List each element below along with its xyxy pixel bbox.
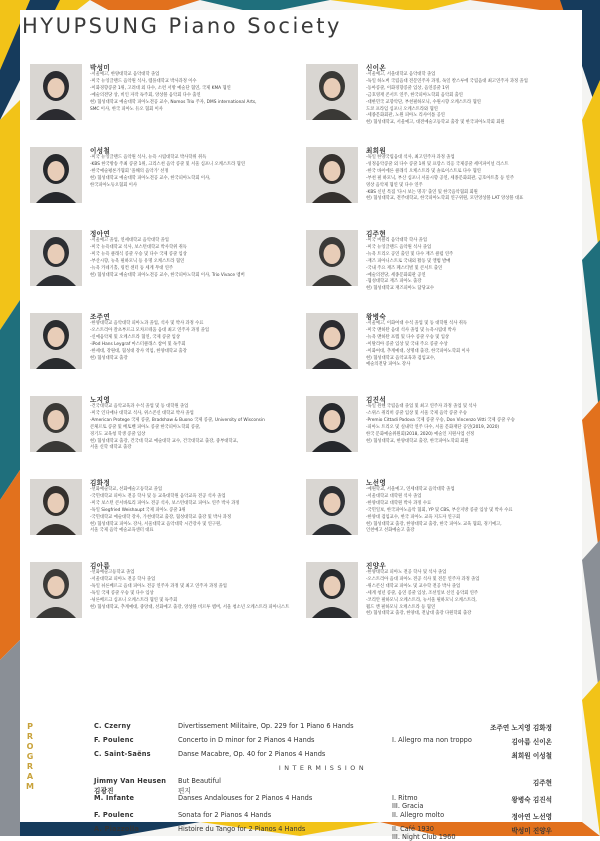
performer-career-list <box>366 155 576 203</box>
career-line: -미국 뉴욕 클래식 콩쿨 우승 및 다수 국제 콩쿨 입상 <box>90 251 187 257</box>
career-line: -예술의전당 상, 비인 자작 독주회, 앙상블 음악회 다수 출연 <box>90 92 201 98</box>
performer-photo <box>30 479 82 535</box>
career-line: 현) 협성대학교 출강 <box>90 355 128 361</box>
composer: M. Infante <box>94 794 135 802</box>
program-label-letter: R <box>26 732 34 741</box>
composer: F. Poulenc <box>94 736 134 744</box>
career-line: 경기도 교육청 학생 콩쿨 입상 <box>90 431 146 437</box>
career-line: -독일 한양국립음대 석사, 최고연주자 과정 졸업 <box>366 155 455 160</box>
program-performers: 최희원 이성철 <box>511 752 552 760</box>
career-line: -American Protege 국제 콩쿨, Bradshaw & Buono 국제 콩쿨, University of Wisconsin <box>90 417 265 423</box>
performer-career-list <box>90 321 300 362</box>
career-line: 현) 협성대학교 피아노 강사, 서울대학교 음악대학 시간강사 및 연구원, <box>90 521 222 527</box>
career-line: 인천예고 선화예술고 출강 <box>366 528 415 534</box>
performer-career-list <box>90 155 300 190</box>
career-line: -부산시향, 뉴욕 필하모닉 등 유명 오케스트라 협연 <box>90 258 185 264</box>
career-line: 현) 협성대학교 음악교육과 겸임교수, <box>366 355 436 361</box>
work-title: Danse Macabre, Op. 40 for 2 Pianos 4 Hands <box>178 750 326 758</box>
performer-name: 이성철 <box>90 147 111 155</box>
career-line: -선화예술고등학교 졸업 <box>90 570 135 575</box>
career-line: -세종문화회관, 노원 피아노 리사이틀 공연 <box>366 113 445 119</box>
program-performers: 왕병숙 김진석 <box>511 796 552 804</box>
career-line: -서울예고 졸업, 연세대학교 음악대학 졸업 <box>90 238 169 243</box>
performer-name: 김진석 <box>366 396 387 404</box>
performer-bio <box>306 311 578 394</box>
career-line: -서울대학교 대학원 석사 졸업 <box>366 493 422 499</box>
performer-photo <box>306 313 358 369</box>
performer-bio <box>30 62 302 145</box>
career-line: -대한민국 교향악단, 부천필하모닉, 수원시향 오케스트라 협연 <box>366 99 481 105</box>
career-line: -스위스 취리히 콩쿨 입상 및 서울 국제 음악 콩쿨 우승 <box>366 410 468 416</box>
career-line: 예술의전당 피아노 강사 <box>366 362 411 368</box>
performer-career-list <box>366 487 576 535</box>
career-line: -미국 뉴잉글랜드 음악원 석사, 뉴욕 시립대학교 박사학위 취득 <box>90 155 207 160</box>
composer: F. Poulenc <box>94 811 134 819</box>
performer-bio <box>306 228 578 311</box>
career-line: -동아콩쿨, 이화경향콩쿨 입상, 음연콩쿨 1위 <box>366 85 450 91</box>
career-line: -성정음악콩쿨 외 다수 콩쿨 1위 및 프랑스 리옹 국제콩쿨 세미파이널 리스트 <box>366 161 509 167</box>
career-line: 현) 협성대학교, 한양대학교 출강, 한국피아노학회 회원 <box>366 438 469 444</box>
performer-bio <box>306 62 578 145</box>
movement: II. Allegro molto <box>392 811 445 819</box>
program-row <box>94 736 552 746</box>
career-line: 월드 앤 필하모닉 오케스트라 등 협연 <box>366 604 436 610</box>
performer-photo <box>30 396 82 452</box>
performer-name: 노지영 <box>90 396 111 404</box>
performer-photo <box>306 230 358 286</box>
career-line: -KBS 한국방송 주최 콩쿨 1위, 크리스천 음악 콩쿨 및 서울 심포니 오케스트라 협연 <box>90 161 245 167</box>
career-line: -뉴욕 카네기홀, 링컨 센터 등 세계 무대 연주 <box>90 265 174 271</box>
career-line: -한양대 겸임교수, 한국 피아노 교육 지도자 연구회 <box>366 514 461 520</box>
career-line: -서울예고, 서울대학교 음악대학 졸업 <box>366 72 436 77</box>
career-line: 현) 협성대학교, 추계예대, 중앙대, 선화예고 출강, 앙상블 비르투 멤버, 서울 청소년 오케스트라 피아니스트 <box>90 604 290 610</box>
work-title: But Beautiful <box>178 777 221 785</box>
career-line: -한세대, 강원대, 협성대 강사 역임, 한양대학교 출강 <box>90 348 187 354</box>
career-line: -뉴욕 트리오 공연 출연 및 다수 재즈 클럽 연주 <box>366 251 454 257</box>
performer-bios <box>30 54 582 716</box>
career-line: -예술의전당, 세종문화회관 공연 <box>366 272 426 278</box>
program-label-letter: P <box>27 722 33 731</box>
career-line: 현) 협성대학교 예술대학 피아노전공 교수, 한국피아노학회 이사, <box>90 175 211 181</box>
work-title: Sonata for 2 Pianos 4 Hands <box>178 811 272 819</box>
career-line: -미국 인디애나 대학교 석사, 위스콘신 대학교 박사 졸업 <box>90 410 194 416</box>
career-line: -국민일보, 한국피아노음악 협회, YP 및 CBS, 부산지방 콩쿨 입상 및 박사 수료 <box>366 507 513 513</box>
career-line: -뉘른베르크 심포니 오케스트라 협연 및 독주회 <box>90 597 178 603</box>
program-performers: 정아연 노선영 <box>511 813 552 821</box>
performer-photo <box>30 64 82 120</box>
performer-bio <box>306 560 578 643</box>
movement: II. Café 1930 <box>392 825 434 833</box>
career-line: -국내 주요 재즈 페스티벌 및 콘서트 출연 <box>366 265 443 271</box>
page-title: HYUPSUNG Piano Society <box>22 14 342 38</box>
performer-name: 김주현 <box>366 230 387 238</box>
career-line: -선화예술학교, 선화예술고등학교 졸업 <box>90 487 163 492</box>
performer-bio <box>30 394 302 477</box>
career-line: 서울 국제 음악 예술교육센터 대표 <box>90 528 154 534</box>
career-line: -건국대학교 음악교육과 수석 졸업 및 동 대학원 졸업 <box>90 404 189 409</box>
program-row <box>94 750 552 760</box>
career-line: -금호영재 콘서트 연주, 한국피아노학회 음악회 출연 <box>366 92 463 98</box>
career-line: -한양대학교 피아노 전공 학사 및 석사 졸업 <box>366 570 447 575</box>
career-line: -미국 보스턴 콘서바토리 피아노 전공 석사, 보스턴대학교 피아노 연주 박사 과정 <box>90 500 240 506</box>
career-line: -서울대학교 피아노 전공 학사 졸업 <box>90 576 156 582</box>
program-label-letter: G <box>26 752 34 761</box>
performer-name: 김화정 <box>90 479 111 487</box>
program-performers: 박성미 진양우 <box>511 827 552 835</box>
performer-bio <box>30 311 302 394</box>
work-title: Divertissement Militaire, Op. 229 for 1 Piano 6 Hands <box>178 722 354 730</box>
composer: Jimmy Van Heusen <box>94 777 167 785</box>
program-row <box>94 794 552 810</box>
program-row <box>94 777 552 795</box>
performer-photo <box>306 396 358 452</box>
career-line: -이탈리아 콩쿨 입상 및 국내 주요 콩쿨 수상 <box>366 341 448 347</box>
performer-name: 진양우 <box>366 562 387 570</box>
performer-career-list <box>366 570 576 618</box>
career-line: -독일 국제 콩쿨 우승 및 다수 입상 <box>90 590 154 596</box>
career-line: -이화경향콩쿨 1위, 고려대 외 다수, 소련 서방 예술단 협연, 국제 KMA 협연 <box>90 85 231 91</box>
career-line: -국민대학교 피아노 전공 학사 및 동 교육대학원 음악교육 전공 석사 졸업 <box>90 493 226 499</box>
career-line: -세계 청년 콩쿨, 음연 콩쿨 입상, 조선일보 신인 음악회 연주 <box>366 590 479 596</box>
career-line: -한양대학교 대학원 박사 과정 수료 <box>366 500 432 506</box>
career-line: -오스트리아 음대 피아노 전공 석사 및 전문 연주자 과정 졸업 <box>366 576 480 582</box>
performer-photo <box>30 562 82 618</box>
program-row <box>94 811 552 821</box>
career-line: -부천 필 하모닉, 부산 심포니 서울시향 공연, 세종문화회관, 금호아트홀 등 연주 <box>366 175 514 181</box>
performer-name: 조주연 <box>90 313 111 321</box>
work-title: Histoire du Tango for 2 Pianos 4 Hands <box>178 825 306 833</box>
career-line: -국민대학교 예술대학 강사, 가천대학교 출강, 협성대학교 출강 및 박사 과정 <box>90 514 232 520</box>
career-line: SMC 이사, 한국 피아노 듀오 협회 이사 <box>90 106 163 112</box>
performer-name: 노선영 <box>366 479 387 487</box>
performer-bio <box>306 477 578 560</box>
performer-name: 김아름 <box>90 562 111 570</box>
program-row <box>94 825 552 841</box>
performer-photo <box>30 230 82 286</box>
career-line: -독일 뉘른베르크 음대 피아노 전공 연주자 과정 및 최고 연주자 과정 졸업 <box>90 583 227 589</box>
career-line: 현) 협성대학교, 서울예고, 대전예술고등학교 출강 및 한국피아노학회 회원 <box>366 120 505 126</box>
career-line: -이화여대, 추계예대, 상명대 출강, 한국피아노학회 이사 <box>366 348 470 354</box>
composer-secondary: 김광진 <box>94 787 114 795</box>
career-line: -Premio Cittadi Padova 국제 콩쿨 우승, Don Vincenzo Vitti 국제 콩쿨 우승 <box>366 417 515 423</box>
career-line: -독일 Siegfried Weishaupt 국제 피아노 콩쿨 3위 <box>90 507 186 513</box>
performer-name: 박성미 <box>90 64 111 72</box>
performer-career-list <box>90 404 300 452</box>
movement: III. Night Club 1960 <box>392 833 456 841</box>
career-line: 현) 협성대학교, 전주대학교, 한국피아노학회 연구위원, 모던앙상블 LAT 앙상블 대표 <box>366 196 524 202</box>
performer-career-list <box>90 487 300 535</box>
career-line: -한국 바이에른 클래식 오케스트라 및 솔로이스트로 다수 협연 <box>366 168 481 174</box>
career-line: -미국 뉴욕대학교 석사, 보스턴대학교 박사학위 취득 <box>90 244 187 250</box>
performer-photo <box>306 562 358 618</box>
performer-bio <box>30 228 302 311</box>
career-line: 현) 협성대학교 재즈피아노 담당교수 <box>366 286 435 292</box>
program-row <box>94 722 552 732</box>
performer-career-list <box>90 238 300 279</box>
composer: C. Czerny <box>94 722 131 730</box>
performer-career-list <box>90 72 300 113</box>
movement: III. Gracia <box>392 802 424 810</box>
performer-photo <box>306 147 358 203</box>
career-line: -한국예술평론가협회 '올해의 음악가' 선정 <box>90 168 169 174</box>
composer: C. Saint-Saëns <box>94 750 151 758</box>
program-performers: 조주연 노지영 김화정 <box>490 724 552 732</box>
career-line: -미국 맨하탄 음대 석사 졸업 및 뉴욕시립대 박사 <box>366 327 456 333</box>
career-line: -코리안 필하모닉 오케스트라, 뉴서울 필하모닉 오케스트라, <box>366 597 477 603</box>
career-line: 현) 협성대학교 출강, 한양대학교 출강, 한국 피아노 교육 협회, 경기예고, <box>366 521 502 527</box>
performer-career-list <box>366 321 576 369</box>
performer-career-list <box>366 238 576 293</box>
intermission-label: INTERMISSION <box>278 764 368 772</box>
program-performers: 김아름 신이온 <box>511 738 552 746</box>
performer-name: 신이온 <box>366 64 387 72</box>
career-line: -서울예고, 한양대학교 음악대학 졸업 <box>90 72 160 77</box>
career-line: -미국 뉴잉글랜드 음악원 석사, 템플대학교 박사과정 이수 <box>90 78 197 84</box>
career-line: 도쿄 프라임 심포니 오케스트라와 협연 <box>366 106 438 112</box>
career-line: 현) 협성대학교 예술대학 피아노전공 교수, 한국피아노학회 이사, Trio Vivace 멤버 <box>90 272 245 278</box>
composer: A. Piazzolla <box>94 825 140 833</box>
career-line: 영상 음악제 협연 및 다수 연주 <box>366 182 423 188</box>
career-line: -미국 뉴잉글랜드 음악원 석사 졸업 <box>366 244 432 250</box>
page-sheet <box>20 10 582 841</box>
career-line: -서울예고, 이화여대 수석 졸업 및 동 대학원 석사 취득 <box>366 321 468 326</box>
career-line: -독일 뮌헨 국립음대 졸업 및 최고 연주자 과정 졸업 및 석사 <box>366 404 477 409</box>
work-title-secondary: 편지 <box>178 787 191 795</box>
career-line: -예원학교, 서울예고, 연세대학교 음악대학 졸업 <box>366 487 455 492</box>
program-performers: 김주현 <box>532 779 552 787</box>
performer-photo <box>306 479 358 535</box>
performer-name: 정아연 <box>90 230 111 238</box>
career-line: 한국 문화예술위원회(2018, 2020) 예술인 지원사업 선정 <box>366 431 475 437</box>
performer-photo <box>306 64 358 120</box>
program-label-letter: A <box>26 772 34 781</box>
performer-career-list <box>90 570 300 611</box>
program-label-letter: M <box>26 782 34 791</box>
career-line: -재즈 피아니스트로 국내외 활동 및 앨범 발매 <box>366 258 451 264</box>
performer-name: 최희원 <box>366 147 387 155</box>
career-line: -미국 버클리 음악대학 학사 졸업 <box>366 238 427 243</box>
movement: I. Allegro ma non troppo <box>392 736 472 744</box>
program-label-letter: R <box>26 762 34 771</box>
performer-bio <box>306 145 578 228</box>
career-line: -위스콘신 대학교 피아노 및 교수학 전공 박사 졸업 <box>366 583 461 589</box>
career-line: 콘체르토 콩쿨 및 베토벤 피아노 콩쿨 한국피아노학회 콩쿨, <box>90 424 201 430</box>
program-label <box>22 722 38 822</box>
career-line: -독일 하노버 국립음대 전문연주자 과정, 독일 칼스루에 국립음대 최고연주자 과정 졸업 <box>366 78 528 84</box>
career-line: -오스트리아 잘츠부르크 모차르테움 음대 최고 연주자 과정 졸업 <box>90 327 210 333</box>
performer-bio <box>30 477 302 560</box>
career-line: -협성대학교 재즈 피아노 출강 <box>366 279 422 285</box>
career-line: -한양대학교 음악대학 피아노과 졸업, 석사 및 박사 과정 수료 <box>90 321 204 326</box>
career-line: -iPod Hans Leygraf 마스터클래스 참여 및 독주회 <box>90 341 186 347</box>
career-line: -피아노 트리오 및 실내악 연주 다수, 서울 문화재단 공연(2019, 2020) <box>366 424 500 430</box>
career-line: 서울 신학 대학교 출강 <box>90 445 132 451</box>
movement: I. Ritmo <box>392 794 418 802</box>
career-line: 한국피아노듀오협회 이사 <box>90 182 138 188</box>
career-line: -뉴욕 맨하탄 프렙 및 다수 콩쿨 우승 및 입상 <box>366 334 450 340</box>
performer-photo <box>30 313 82 369</box>
performer-career-list <box>366 404 576 445</box>
career-line: 현) 협성대학교 예술대학 피아노전공 교수, Nomos Trio 주자, DMS international Arts, <box>90 99 257 105</box>
performer-career-list <box>366 72 576 127</box>
performer-bio <box>30 560 302 643</box>
career-line: 현) 협성대학교 출강, 건국대 학교 예술대학 교수, 건국대학교 출강, 중부대학교, <box>90 438 239 444</box>
performer-bio <box>306 394 578 477</box>
program-label-letter: O <box>26 742 34 751</box>
career-line: -KBS 신년 특집 '다시 보는 명곡' 출연 및 한국음악협회 회원 <box>366 189 478 195</box>
career-line: 현) 협성대학교 출강, 한양대, 전남대 출강 다원학회 출강 <box>366 611 472 617</box>
performer-photo <box>30 147 82 203</box>
performer-name: 왕병숙 <box>366 313 387 321</box>
work-title: Danses Andalouses for 2 Pianos 4 Hands <box>178 794 313 802</box>
performer-bio <box>30 145 302 228</box>
work-title: Concerto in D minor for 2 Pianos 4 Hands <box>178 736 315 744</box>
career-line: -신예음악제 및 오케스트라 협연, 국제 콩쿨 입상 <box>90 334 180 340</box>
